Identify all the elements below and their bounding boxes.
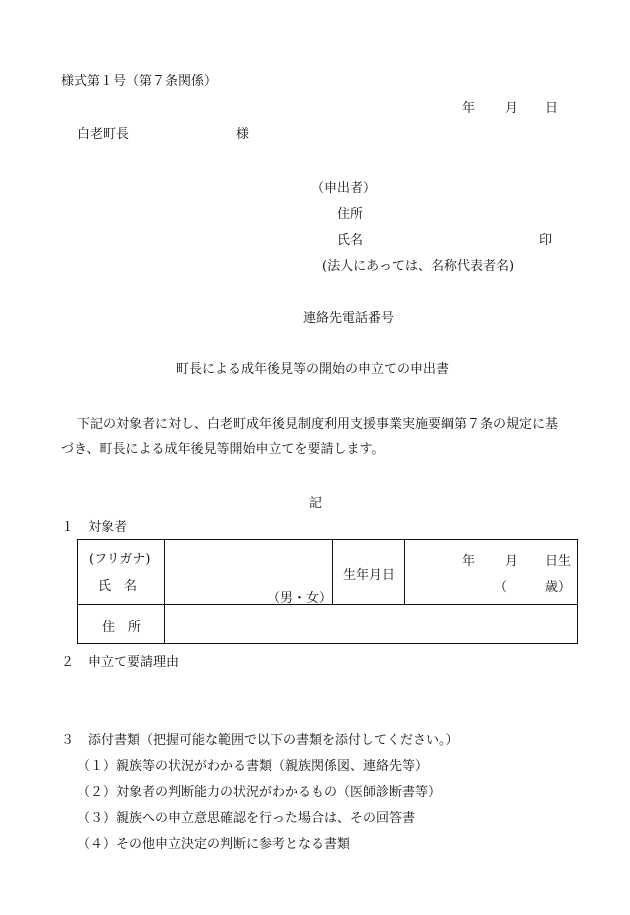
subject-row-name — [78, 540, 578, 605]
birth-month: 月 — [505, 554, 519, 569]
attachment-item-4: （４）その他申立決定の判断に参考となる書類 — [77, 837, 351, 852]
name-value-cell[interactable] — [165, 540, 333, 605]
subject-name-label: 氏 名 — [98, 579, 138, 594]
addressee-honorific: 様 — [236, 127, 250, 142]
gender-choice: （男・女） — [267, 591, 333, 606]
subject-row-address — [78, 605, 578, 644]
date-year: 年 — [462, 101, 476, 116]
addressee-name: 白老町長 — [77, 127, 130, 142]
section2-number: ２ — [61, 655, 75, 670]
subject-table — [77, 539, 578, 644]
section1-number: １ — [61, 520, 75, 535]
seal-mark: 印 — [539, 233, 553, 248]
attachment-item-3: （３）親族への申立意思確認を行った場合は、その回答書 — [77, 811, 416, 826]
section3-title: 添付書類（把握可能な範囲で以下の書類を添付してください。） — [88, 733, 459, 748]
body-line-2: づき、町長による成年後見等開始申立てを要請します。 — [61, 442, 385, 457]
birth-year: 年 — [462, 554, 476, 569]
attachment-item-1: （１）親族等の状況がわかる書類（親族関係図、連絡先等） — [77, 759, 429, 774]
corporate-note: (法人にあっては、名称代表者名) — [322, 259, 515, 274]
document-title: 町長による成年後見等の開始の申立ての申出書 — [176, 362, 450, 377]
address-label-cell — [78, 605, 165, 644]
date-month: 月 — [505, 101, 519, 116]
name-label-cell — [78, 540, 165, 605]
date-day: 日 — [545, 101, 559, 116]
phone-label: 連絡先電話番号 — [303, 311, 395, 326]
birth-day: 日生 — [545, 554, 572, 569]
form-label: 様式第１号（第７条関係） — [61, 74, 218, 89]
applicant-address-label: 住所 — [337, 207, 364, 222]
ki-heading: 記 — [309, 496, 323, 511]
birth-label-cell — [333, 540, 405, 605]
subject-address-label: 住 所 — [102, 620, 142, 635]
furigana-label: (フリガナ) — [89, 552, 151, 567]
age-open: （ — [494, 580, 508, 595]
section3-number: ３ — [61, 733, 75, 748]
birth-date-label: 生年月日 — [343, 568, 396, 583]
section2-title: 申立て要請理由 — [88, 655, 180, 670]
body-line-1: 下記の対象者に対し、白老町成年後見制度利用支援事業実施要綱第７条の規定に基 — [77, 417, 559, 432]
applicant-name-label: 氏名 — [337, 233, 364, 248]
age-close: 歳） — [545, 580, 572, 595]
attachment-item-2: （２）対象者の判断能力の状況がわかるもの（医師診断書等） — [77, 785, 442, 800]
applicant-header: （申出者） — [311, 181, 377, 196]
address-value-cell[interactable] — [165, 605, 578, 644]
section1-title: 対象者 — [88, 520, 128, 535]
birth-value-cell[interactable] — [405, 540, 578, 605]
